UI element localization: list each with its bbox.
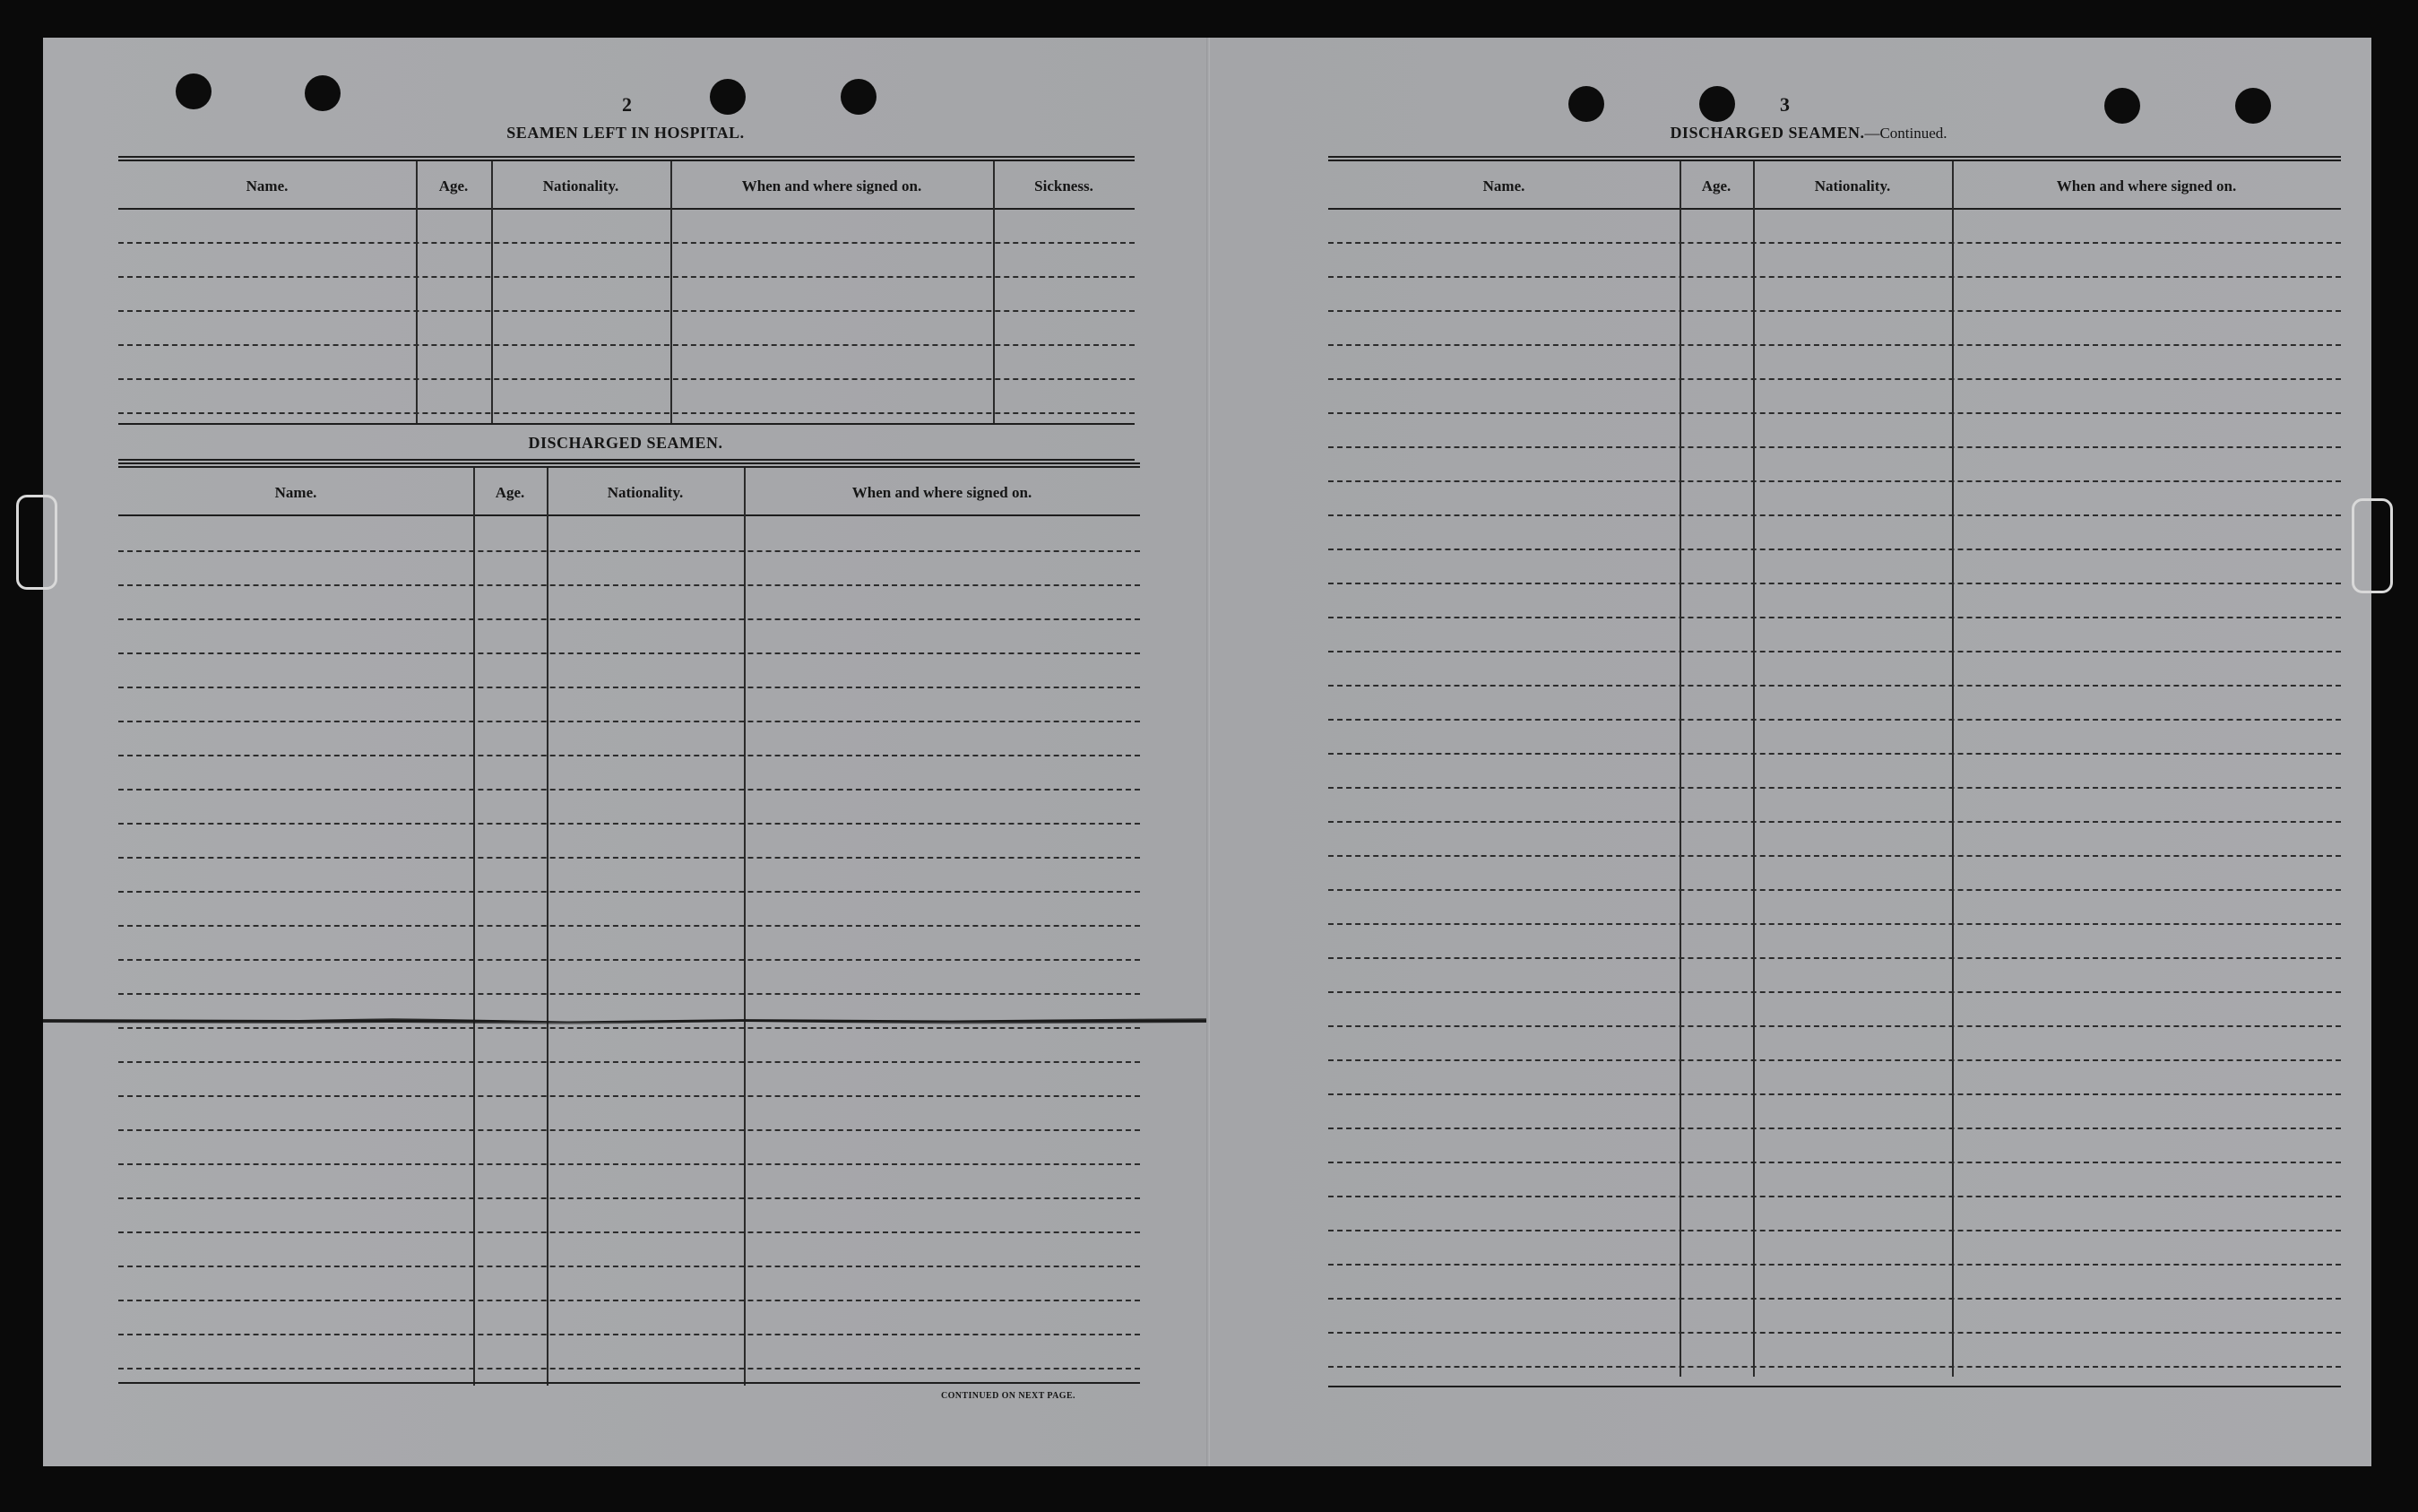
punch-hole [2235,88,2271,124]
discharged-continued-table [1328,156,2341,1429]
col-header-nationality: Nationality. [607,484,684,501]
col-header-age: Age. [495,484,525,501]
punch-hole [1568,86,1604,122]
binding-tab [2352,498,2393,593]
discharged-section-title: DISCHARGED SEAMEN. [528,434,723,452]
col-header-sickness: Sickness. [1034,177,1093,194]
discharged-table [118,462,1140,1430]
col-header-nationality: Nationality. [542,177,619,194]
discharged-continued-title [1620,124,1997,143]
punch-hole [710,79,746,115]
col-header-signed-on: When and where signed on. [2056,177,2237,194]
hospital-table [118,156,1135,468]
col-header-name: Name. [246,177,289,194]
discharged-title-text: DISCHARGED SEAMEN. [1670,124,1865,142]
continued-footer: CONTINUED ON NEXT PAGE. [941,1391,1075,1401]
punch-hole [1699,86,1735,122]
col-header-age: Age. [438,177,469,194]
col-header-name: Name. [274,484,317,501]
col-header-nationality: Nationality. [1814,177,1891,194]
right-page [1208,38,2371,1466]
page-number: 3 [1780,93,1790,116]
punch-hole [305,75,341,111]
punch-hole [176,73,212,109]
col-header-signed-on: When and where signed on. [741,177,922,194]
punch-hole [2104,88,2140,124]
col-header-signed-on: When and where signed on. [851,484,1032,501]
punch-hole [841,79,877,115]
hospital-section-title: SEAMEN LEFT IN HOSPITAL. [506,124,745,142]
page-number: 2 [622,93,632,116]
continued-label: —Continued. [1864,125,1947,142]
binding-tab [16,495,57,590]
left-page [43,38,1206,1466]
col-header-age: Age. [1701,177,1731,194]
col-header-name: Name. [1482,177,1525,194]
form-sheet [43,38,2371,1466]
